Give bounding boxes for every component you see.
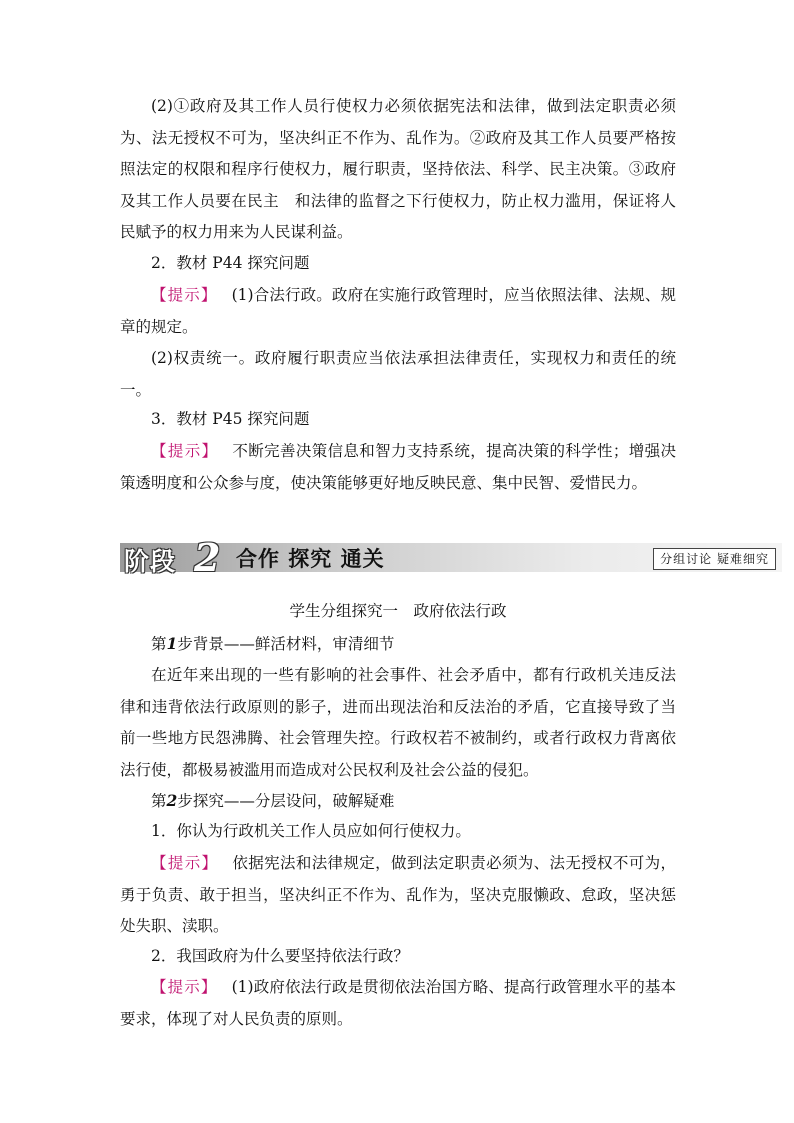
question-2-tip [120, 972, 676, 1035]
paragraph-text: (2)①政府及其工作人员行使权力必须依据宪法和法律，做到法定职责必须为、法无授权不可为，坚决纠正不作为、乱作为。②政府及其工作人员要严格按照法定的权限和程序行使权力，履行职责，坚持依法、科学、民主决策。③政府及其工作人员要在民主 和法律的监督之下行使权力，防止权力滥用，保证将人民赋予的权力用来为人民谋利益。 [120, 97, 676, 241]
step-2-heading [151, 785, 394, 818]
tip-text: (1)政府依法行政是贯彻依法治国方略、提高行政管理水平的基本要求，体现了对人民负责的原则。 [120, 978, 676, 1028]
step-number: 1 [166, 634, 178, 653]
banner-title: 合作 探究 通关 [236, 546, 385, 571]
stage-label: 阶段 [124, 547, 177, 576]
paragraph-answer-2 [120, 91, 676, 249]
background-paragraph [120, 660, 676, 786]
tip-label: 【提示】 [151, 442, 219, 460]
step-1-heading [151, 628, 394, 661]
tip-label: 【提示】 [151, 978, 218, 996]
item-3-tip [120, 436, 676, 499]
tip-label: 【提示】 [151, 854, 219, 872]
item-2-tip-2 [120, 343, 676, 406]
tip-text: (1)合法行政。政府在实施行政管理时，应当依照法律、法规、规章的规定。 [120, 286, 676, 336]
background-text: 在近年来出现的一些有影响的社会事件、社会矛盾中，都有行政机关违反法律和违背依法行政原则的影子，进而出现法治和反法治的矛盾，它直接导致了当前一些地方民怨沸腾、社会管理失控。行政权若不被制约，或者行政权力背离依法行使，都极易被滥用而造成对公民权利及社会公益的侵犯。 [120, 666, 676, 779]
stage-banner [120, 535, 782, 580]
step-number: 2 [166, 791, 178, 810]
step-prefix: 第 [151, 635, 167, 653]
step-prefix: 第 [151, 792, 167, 810]
step-text: 步背景——鲜活材料，审清细节 [177, 635, 395, 653]
question-1-tip [120, 848, 676, 943]
tip-label: 【提示】 [151, 286, 218, 304]
item-2-tip-1 [120, 280, 676, 343]
question-2: 2．我国政府为什么要坚持依法行政？ [151, 947, 409, 965]
stage-number: 2 [194, 535, 221, 580]
tip-text: 依据宪法和法律规定，做到法定职责必须为、法无授权不可为，勇于负责、敢于担当，坚决纠正不作为、乱作为，坚决克服懒政、怠政，坚决惩处失职、渎职。 [120, 854, 676, 935]
banner-tag: 分组讨论 疑难细究 [653, 548, 776, 570]
tip-text: (2)权责统一。政府履行职责应当依法承担法律责任，实现权力和责任的统一。 [120, 349, 676, 399]
item-3-heading: 3．教材 P45 探究问题 [151, 410, 310, 428]
step-text: 步探究——分层设问，破解疑难 [177, 792, 395, 810]
section-heading: 学生分组探究一 政府依法行政 [289, 602, 507, 620]
question-1: 1．你认为行政机关工作人员应如何行使权力。 [151, 822, 471, 840]
tip-text: 不断完善决策信息和智力支持系统，提高决策的科学性；增强决策透明度和公众参与度，使决策能够更好地反映民意、集中民智、爱惜民力。 [120, 442, 676, 492]
item-2-heading: 2．教材 P44 探究问题 [151, 254, 310, 272]
